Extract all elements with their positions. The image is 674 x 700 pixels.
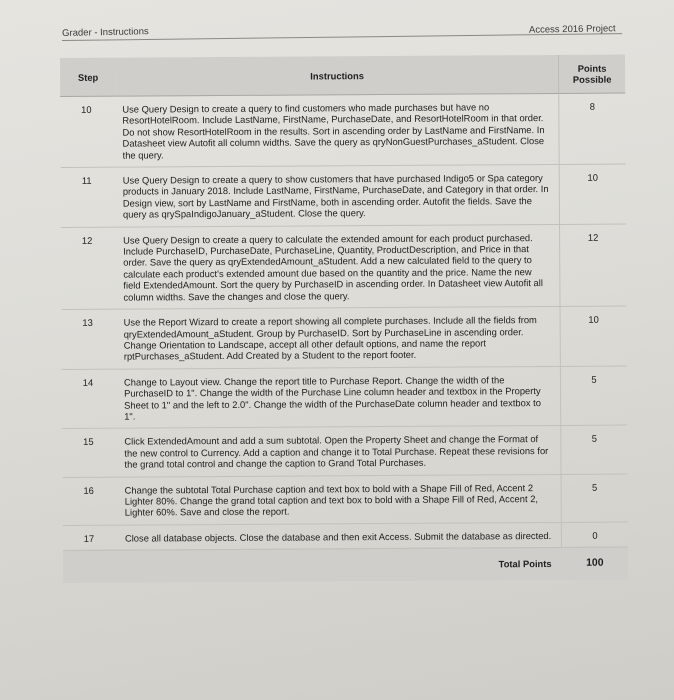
total-empty-cell	[63, 550, 119, 582]
step-number: 17	[63, 525, 119, 551]
points-value: 8	[559, 93, 626, 164]
step-number: 11	[61, 167, 117, 227]
points-value: 10	[559, 164, 626, 224]
instruction-text: Use Query Design to create a query to find customers who made purchases but have no ResortHotelRoom. Include LastName, FirstName, PurchaseDate, and ResortHotelRoom in that order. Do not show ResortHotelRoom in the results. Sort in ascending order by LastName and FirstName. In Datasheet view Autofit all column widths. Save the query as qryNonGuestPurchases_aStudent. Close the query.	[116, 93, 559, 167]
instruction-text: Change to Layout view. Change the report title to Purchase Report. Change the width of the PurchaseID to 1". Change the width of the Purchase Line column header and textbox in the Property Sheet to 1" and the left to 2.0". Change the width of the PurchaseDate column header and textbox to 1".	[118, 366, 561, 428]
instruction-text: Close all database objects. Close the database and then exit Access. Submit the database as directed.	[119, 522, 562, 550]
table-row	[62, 425, 627, 477]
step-number: 10	[60, 96, 116, 167]
instructions-table-wrapper	[60, 55, 628, 583]
column-header-points: Points Possible	[558, 55, 625, 94]
step-number: 15	[62, 428, 118, 477]
table-row	[60, 93, 625, 167]
step-number: 16	[63, 477, 119, 526]
step-number: 13	[62, 309, 118, 369]
step-number: 14	[62, 369, 118, 429]
table-row	[61, 224, 626, 310]
points-value: 5	[561, 425, 628, 474]
instruction-text: Use Query Design to create a query to calculate the extended amount for each product purchased. Include PurchaseID, PurchaseDate, PurchaseLine, Quantity, ProductDescription, and Price in that order. Save the query as qryExtendedAmount_aStudent. Add a new calculated field to the query to calculate each product's extended amount due based on the quantity and the price. Name the new field ExtendedAmount. Sort the query by PurchaseID in ascending order. In Datasheet view Autofit all column widths. Save the changes and close the query.	[117, 224, 560, 309]
table-row	[63, 522, 628, 551]
instruction-text: Use the Report Wizard to create a report showing all complete purchases. Include all the fields from qryExtendedAmount_aStudent. Group by PurchaseID. Sort by PurchaseLine in ascending order. Change Orientation to Landscape, accept all other default options, and name the report rptPurchases_aStudent. Add Created by a Student to the report footer.	[118, 307, 561, 369]
instruction-text: Click ExtendedAmount and add a sum subtotal. Open the Property Sheet and change the Format of the new control to Currency. Add a caption and change it to Total Purchase. Repeat these revisions for the grand total control and change the caption to Grand Total Purchases.	[118, 426, 561, 477]
table-row	[62, 366, 627, 429]
total-row	[63, 547, 628, 582]
header-left: Grader - Instructions	[62, 26, 149, 39]
points-value: 10	[560, 306, 627, 366]
header-right: Access 2016 Project	[529, 23, 617, 36]
column-header-step: Step	[60, 58, 116, 97]
points-value: 5	[561, 474, 628, 523]
instructions-table	[60, 55, 628, 583]
column-header-instructions: Instructions	[116, 55, 559, 96]
table-row	[62, 306, 627, 369]
points-value: 5	[560, 366, 627, 426]
instruction-text: Change the subtotal Total Purchase caption and text box to bold with a Shape Fill of Red, Accent 2 Lighter 80%. Change the grand total caption and text box to bold with a Shape Fill of Red, Accent 2, Lighter 60%. Save and close the report.	[119, 474, 562, 525]
instruction-text: Use Query Design to create a query to show customers that have purchased Indigo5 or Spa category products in January 2018. Include LastName, FirstName, PurchaseDate, and Category in that order. In Design view, sort by LastName and FirstName, both in ascending order. Autofit the fields. Save the query as qrySpaIndigoJanuary_aStudent. Close the query.	[117, 164, 560, 226]
table-row	[63, 474, 628, 526]
table-header-row	[60, 55, 625, 97]
points-value: 0	[561, 522, 628, 548]
points-value: 12	[560, 224, 627, 307]
total-value: 100	[562, 547, 629, 579]
step-number: 12	[61, 227, 118, 310]
table-row	[61, 164, 626, 227]
total-label: Total Points	[119, 548, 562, 583]
